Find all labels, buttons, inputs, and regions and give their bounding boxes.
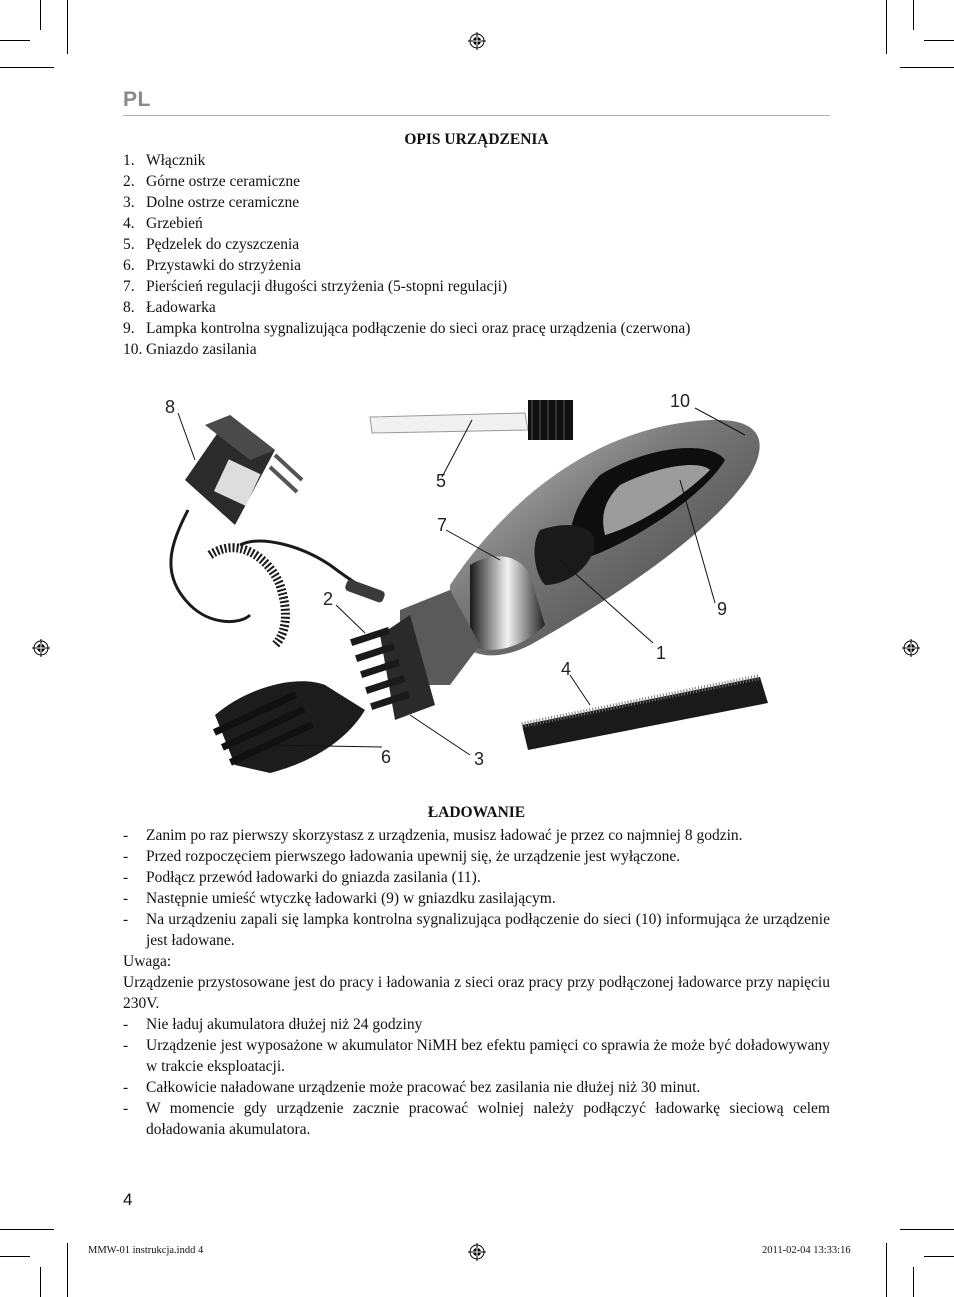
list-item: - Następnie umieść wtyczkę ładowarki (9) w gniazdku zasilającym. [123,890,556,907]
list-item: 7. Pierścień regulacji długości strzyżenia (5-stopni regulacji) [123,278,508,295]
crop-mark [924,1256,954,1257]
section-title-description: OPIS URZĄDZENIA [404,131,549,148]
list-item: 2. Górne ostrze ceramiczne [123,173,301,190]
list-item: 8. Ładowarka [123,299,216,316]
list-item: - Podłącz przewód ładowarki do gniazda zasilania (11). [123,869,481,886]
crop-mark [67,1243,68,1297]
registration-mark-icon [468,1243,486,1261]
callout-6: 6 [381,747,392,767]
registration-mark-icon [468,32,486,50]
callout-3: 3 [474,749,485,769]
list-item: - W momencie gdy urządzenie zacznie pracować wolniej należy podłączyć ładowarkę sieciową celem doładowania akumulatora. [123,1100,830,1138]
slug-filename: MMW-01 instrukcja.indd 4 [88,1245,204,1256]
hair-clipper-icon [350,420,760,720]
crop-mark [0,1229,54,1230]
callout-4: 4 [561,659,572,679]
crop-mark [886,0,887,54]
list-item: 6. Przystawki do strzyżenia [123,257,301,274]
callout-1: 1 [656,643,667,663]
crop-mark [40,0,41,30]
product-illustration [150,385,790,790]
list-item: 3. Dolne ostrze ceramiczne [123,194,300,211]
comb-attachment-icon [213,681,365,773]
list-item: 10. Gniazdo zasilania [123,341,257,358]
crop-mark [67,0,68,54]
crop-mark [0,1256,30,1257]
crop-mark [40,1267,41,1297]
list-item: - Zanim po raz pierwszy skorzystasz z urządzenia, musisz ładować je przez co najmniej 8 godzin. [123,827,743,844]
list-item: 5. Pędzelek do czyszczenia [123,236,300,253]
note-label: Uwaga: [123,953,172,970]
callout-8: 8 [165,397,176,417]
charging-instructions [123,825,830,1140]
crop-mark [913,1267,914,1297]
comb-icon [522,677,768,750]
callout-5: 5 [436,471,447,491]
parts-list [123,150,830,360]
callout-10: 10 [670,391,691,411]
list-item: - Całkowicie naładowane urządzenie może pracować bez zasilania nie dłużej niż 30 minut. [123,1079,701,1096]
language-code: PL [123,88,151,111]
list-item: 9. Lampka kontrolna sygnalizująca podłączenie do sieci oraz pracę urządzenia (czerwona) [123,320,691,337]
crop-mark [913,0,914,30]
slug-timestamp: 2011-02-04 13:33:16 [762,1245,851,1256]
callout-9: 9 [717,599,728,619]
registration-mark-icon [902,639,920,657]
list-item: - Urządzenie jest wyposażone w akumulator NiMH bez efektu pamięci co sprawia że może być doładowywany w trakcie eksploatacji. [123,1037,830,1075]
registration-mark-icon [32,639,50,657]
page-number: 4 [123,1190,133,1209]
crop-mark [924,40,954,41]
list-item: 4. Grzebień [123,215,203,232]
list-item: - Nie ładuj akumulatora dłużej niż 24 godziny [123,1016,423,1033]
list-item: - Przed rozpoczęciem pierwszego ładowania upewnij się, że urządzenie jest wyłączone. [123,848,681,865]
note-text: Urządzenie przystosowane jest do pracy i ładowania z sieci oraz pracy przy podłączonej ładowarce przy napięciu 230V. [123,974,830,1012]
section-title-charging: ŁADOWANIE [427,804,526,821]
header-rule [123,115,830,116]
crop-mark [900,67,954,68]
list-item: - Na urządzeniu zapali się lampka kontrolna sygnalizująca podłączenie do sieci (10) informująca że urządzenie jest ładowane. [123,911,830,949]
crop-mark [886,1243,887,1297]
callout-2: 2 [323,589,334,609]
crop-mark [0,40,30,41]
callout-7: 7 [437,515,448,535]
list-item: 1. Włącznik [123,152,206,169]
charger-icon [171,415,386,645]
crop-mark [900,1229,954,1230]
crop-mark [0,67,54,68]
